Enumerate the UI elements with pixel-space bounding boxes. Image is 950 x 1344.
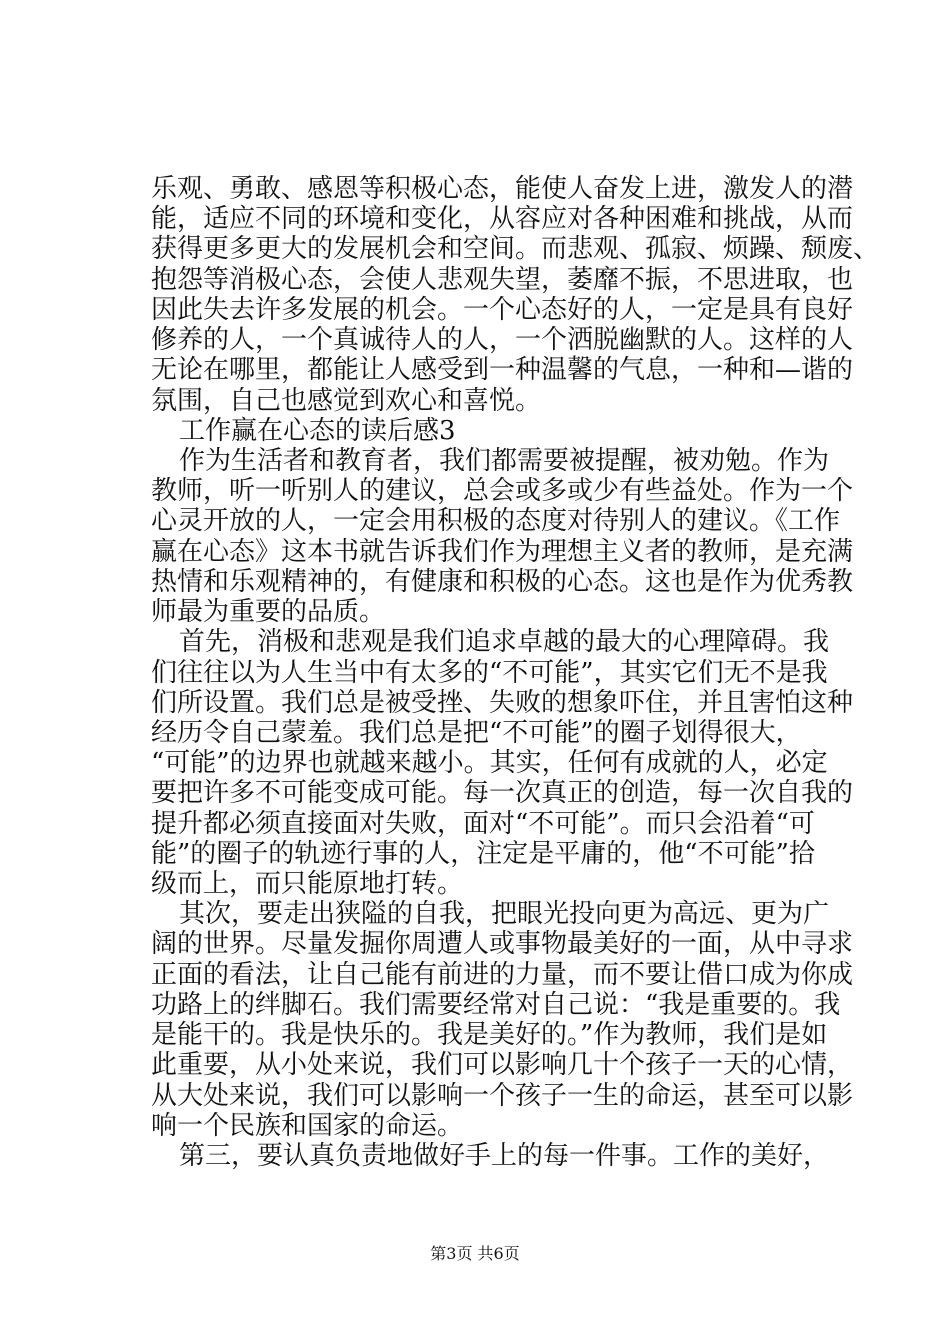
text-line: 提升都必须直接面对失败，面对“不可能”。而只会沿着“可 [151, 808, 815, 839]
text-line: 修养的人，一个真诚待人的人，一个洒脱幽默的人。这样的人 [151, 325, 854, 356]
text-line: 们往往以为人生当中有太多的“不可能”，其实它们无不是我 [151, 657, 828, 688]
text-line: 能，适应不同的环境和变化，从容应对各种困难和挑战，从而 [151, 204, 854, 235]
text-line: 们所设置。我们总是被受挫、失败的想象吓住，并且害怕这种 [151, 687, 854, 718]
text-line: 能”的圈子的轨迹行事的人，注定是平庸的，他“不可能”拾 [151, 838, 815, 869]
text-line: 阔的世界。尽量发掘你周遭人或事物最美好的一面，从中寻求 [151, 929, 854, 960]
text-line: 从大处来说，我们可以影响一个孩子一生的命运，甚至可以影 [151, 1080, 854, 1111]
text-line: “可能”的边界也就越来越小。其实，任何有成就的人，必定 [151, 748, 828, 779]
text-line: 乐观、勇敢、感恩等积极心态，能使人奋发上进，激发人的潜 [151, 174, 854, 204]
text-line: 心灵开放的人，一定会用积极的态度对待别人的建议。《工作 [151, 506, 841, 537]
text-line: 师最为重要的品质。 [151, 597, 386, 628]
text-line: 级而上，而只能原地打转。 [151, 869, 464, 900]
text-line: 要把许多不可能变成可能。每一次真正的创造，每一次自我的 [151, 778, 854, 809]
text-line: 作为生活者和教育者，我们都需要被提醒，被劝勉。作为 [179, 445, 830, 476]
text-line: 赢在心态》这本书就告诉我们作为理想主义者的教师，是充满 [151, 536, 854, 567]
text-line: 此重要，从小处来说，我们可以影响几十个孩子一天的心情， [151, 1050, 854, 1081]
text-line: 教师，听一听别人的建议，总会或多或少有些益处。作为一个 [151, 476, 854, 507]
text-line: 获得更多更大的发展机会和空间。而悲观、孤寂、烦躁、颓废、 [151, 234, 880, 265]
text-line: 其次，要走出狭隘的自我，把眼光投向更为高远、更为广 [179, 899, 830, 930]
text-line: 经历令自己蒙羞。我们总是把“不可能”的圈子划得很大， [151, 717, 802, 748]
text-line: 首先，消极和悲观是我们追求卓越的最大的心理障碍。我 [179, 627, 830, 658]
text-line: 响一个民族和国家的命运。 [151, 1110, 464, 1141]
section-heading: 工作赢在心态的读后感3 [179, 415, 456, 446]
text-line: 是能干的。我是快乐的。我是美好的。”作为教师，我们是如 [151, 1020, 828, 1051]
text-line: 热情和乐观精神的，有健康和积极的心态。这也是作为优秀教 [151, 566, 854, 597]
page-footer: 第3页 共6页 [430, 1244, 520, 1263]
text-line: 因此失去许多发展的机会。一个心态好的人，一定是具有良好 [151, 294, 854, 325]
text-line: 无论在哪里，都能让人感受到一种温馨的气息，一种和—谐的 [151, 355, 854, 386]
text-line: 正面的看法，让自己能有前进的力量，而不要让借口成为你成 [151, 959, 854, 990]
text-line: 功路上的绊脚石。我们需要经常对自己说：“我是重要的。我 [151, 989, 841, 1020]
text-line: 抱怨等消极心态，会使人悲观失望，萎靡不振，不思进取，也 [151, 264, 854, 295]
text-line: 第三，要认真负责地做好手上的每一件事。工作的美好， [179, 1141, 830, 1171]
text-line: 氛围，自己也感觉到欢心和喜悦。 [151, 385, 542, 416]
